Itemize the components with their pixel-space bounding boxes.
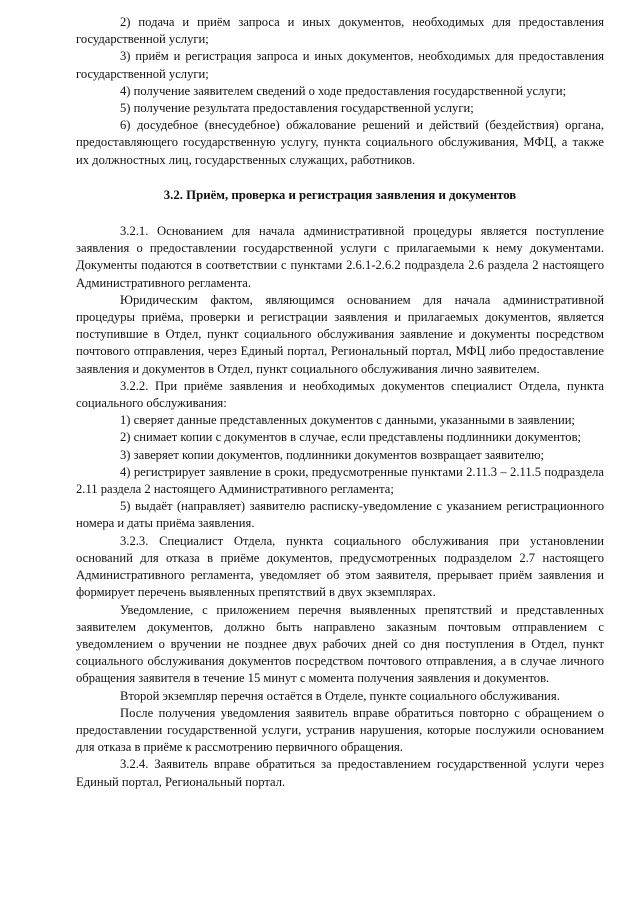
step-2: 2) снимает копии с документов в случае, если представлены подлинники документов; — [120, 430, 582, 445]
step-3: 3) заверяет копии документов, подлинники документов возвращает заявителю; — [120, 447, 545, 462]
paragraph-repeat-request: После получения уведомления заявитель вправе обратиться повторно с обращением о предоставлении государственной услуги, устранив нарушения, которые послужили основанием для отказа в приёме к рассмотрению первичного обращения. — [76, 705, 604, 755]
list-item-6: 6) досудебное (внесудебное) обжалование решений и действий (бездействия) органа, предоставляющего государственную услугу, пункта социального обслуживания, МФЦ, а также их должностных лиц, государственных служащих, работников. — [76, 118, 604, 167]
list-item-2: 2) подача и приём запроса и иных документов, необходимых для предоставления государственной услуги; — [76, 15, 604, 47]
paragraph-3-2-1: 3.2.1. Основанием для начала административной процедуры является поступление заявления о предоставлении государственной услуги с прилагаемыми к нему документами. Документы подаются в соответствии с пунктами 2.6.1-2.6.2 подраздела 2.6 раздела 2 настоящего Административного регламента. — [76, 224, 604, 290]
step-4: 4) регистрирует заявление в сроки, предусмотренные пунктами 2.11.3 – 2.11.5 подраздела 2.11 раздела 2 настоящего Административного регламента; — [76, 464, 604, 497]
step-1: 1) сверяет данные представленных документов с данными, указанными в заявлении; — [120, 413, 575, 428]
paragraph-3-2-2: 3.2.2. При приёме заявления и необходимых документов специалист Отдела, пункта социального обслуживания: — [76, 378, 604, 411]
step-5: 5) выдаёт (направляет) заявителю расписку-уведомление с указанием регистрационного номера и даты приёма заявления. — [76, 499, 604, 531]
list-item-4: 4) получение заявителем сведений о ходе предоставления государственной услуги; — [120, 83, 567, 98]
paragraph-notification: Уведомление, с приложением перечня выявленных препятствий и представленных заявителем документов, должно быть направлено заказным почтовым отправлением с уведомлением о вручении не позднее двух рабочих дней со дня поступления в Отдел, пункт социального обслуживания документов посредством почтового отправления, а в случае личного обращения заявителя в течение 15 минут с момента получения заявления и документов. — [76, 602, 604, 686]
paragraph-second-copy: Второй экземпляр перечня остаётся в Отделе, пункте социального обслуживания. — [120, 688, 560, 703]
section-heading: 3.2. Приём, проверка и регистрация заявления и документов — [163, 187, 517, 202]
paragraph-3-2-4: 3.2.4. Заявитель вправе обратиться за предоставлением государственной услуги через Единый портал, Региональный портал. — [76, 757, 604, 789]
list-item-5: 5) получение результата предоставления государственной услуги; — [120, 101, 474, 116]
paragraph-legal-fact: Юридическим фактом, являющимся основанием для начала административной процедуры приёма, проверки и регистрации заявления и прилагаемых документов, является поступившие в Отдел, пункт социального обслуживания заявление и документы посредством почтового отправления, через Единый портал, Региональный портал, МФЦ либо предоставление заявления и документов в Отдел, пункт социального обслуживания лично заявителем. — [76, 292, 604, 376]
list-item-3: 3) приём и регистрация запроса и иных документов, необходимых для предоставления государственной услуги; — [76, 49, 604, 81]
paragraph-3-2-3: 3.2.3. Специалист Отдела, пункта социального обслуживания при установлении оснований для отказа в приёме документов, предусмотренных подразделом 2.7 настоящего Административного регламента, уведомляет об этом заявителя, прерывает приём заявления и формирует перечень выявленных препятствий в двух экземплярах. — [76, 533, 604, 600]
